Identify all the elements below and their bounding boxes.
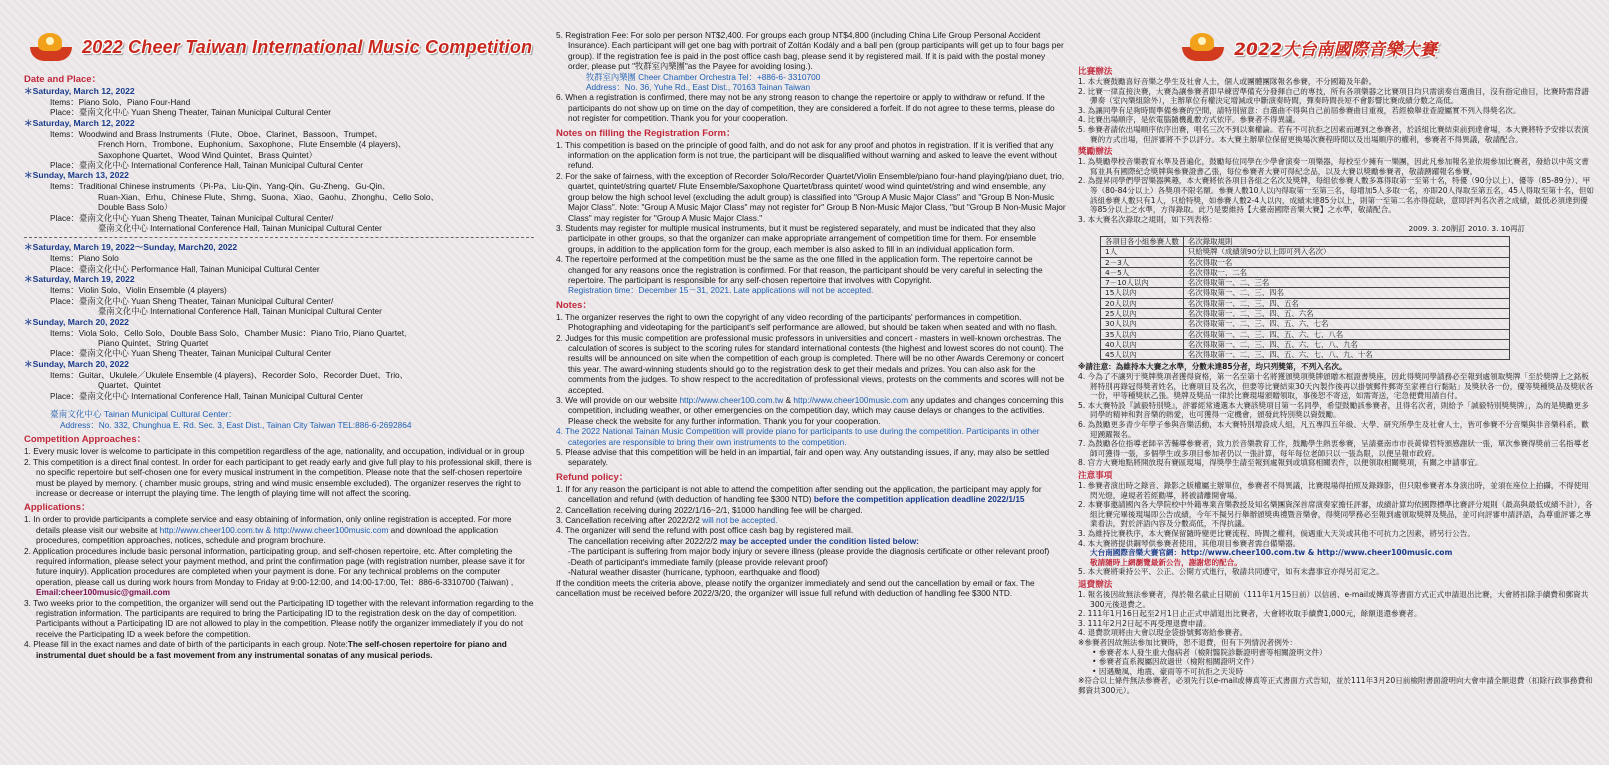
table-row <box>1101 339 1510 349</box>
applications-heading: Applications： <box>24 502 91 514</box>
list-item: 1. 本大賽鼓勵喜好音樂之學生及社會人士，個人或團體團隊報名參賽，不分國籍及年齡。 <box>1078 77 1377 86</box>
bullet-icon: • <box>1092 647 1099 657</box>
table-cell: 7－10人以內 <box>1101 278 1184 288</box>
english-title: 2022 Cheer Taiwan International Music Competition <box>82 36 533 57</box>
schedule-items-cont: Ruan-Xian、Erhu、Chinese Flute、Shrng、Suona、Xiao、Gaohu、Zhonghu、Cello Solo、 <box>98 191 439 202</box>
refund-item-2: 2. Cancellation receiving during 2022/1/16~2/1, $1000 handling fee will be charged. <box>556 504 863 515</box>
schedule-items-cont: Saxophone Quartet、Wood Wind Quintet、Brass Quintet） <box>98 149 317 160</box>
table-cell: 35人以內 <box>1101 329 1184 339</box>
schedule-items-cont: Quartet、Quintet <box>98 380 161 391</box>
website-link[interactable]: http://www.cheer100.com.tw & <box>159 524 272 535</box>
table-row <box>1101 308 1510 318</box>
schedule-items-cont: Double Bass Solo） <box>98 202 173 213</box>
bullet-icon: • <box>1092 657 1099 667</box>
schedule-date: ＊Saturday, March 19, 2022～Sunday, March20, 2022 <box>24 242 238 253</box>
bullet-icon: • <box>1092 666 1099 676</box>
awards-list <box>1078 157 1595 224</box>
schedule-items: Items：Piano Solo <box>50 253 119 264</box>
rules-list <box>1078 77 1595 144</box>
award-rules-table <box>1100 236 1510 361</box>
website-link[interactable]: http://www.cheer100music.com <box>273 524 389 535</box>
table-cell: 只給獎牌（成績須90分以上即可列入名次） <box>1183 247 1509 257</box>
notes-list-zh <box>1078 481 1595 548</box>
schedule-place: Place：臺南文化中心 Yuan Sheng Theater, Tainan Municipal Cultural Center/ <box>50 212 334 223</box>
schedule-date: ＊Sunday, March 13, 2022 <box>24 170 129 181</box>
list-item: 3. 本大賽名次錄取之規則，如下列表格： <box>1078 214 1217 224</box>
list-item: 5. 參賽者請依出場順序依序出賽，唱名三次不到以棄權論。若有不可抗拒之因素而遲到之參賽者，於該組比賽結束前到達會場，本大賽將特予安排以表演賽的方式出場，但評審將不予以評分。本大賽主辦單位保留更換場次賽程時間以及出場順序的權利，參賽者不得異議，敬請配合。 <box>1078 124 1589 144</box>
table-row <box>1101 329 1510 339</box>
list-item: 4. 今為了不讓列于獎牌獎項者獲得資格，第一名至第十名將獲頒獎項獎牌頒贈木框證書獎座，因此得獎同學請務必至報到處領取獎牌「至於獎牌上之銘板將特別再錄冠得獎者姓名，比賽項目及名次，但要等比賽結束30天內製作後再以掛號郵件郵寄至家裡自行黏貼」及獎狀各一份，優等獎種獎品及獎狀各一份，甲等種獎狀乙張。獎牌及獎品一律於比賽現場頒贈領取，事後恕不寄送，如需寄送，宅急便費用請自付。 <box>1078 372 1594 401</box>
table-row <box>1101 257 1510 267</box>
refund-condition-zh <box>1078 667 1595 677</box>
list-item: 1. 參賽者演出時之錄音、錄影之版權屬主辦單位，參賽者不得異議，比賽現場得拍照及錄錄影，但只限參賽者本身演出時，並須在座位上拍攝，不得使用閃光燈，違規者若經勸導，將被請離開會場。 <box>1078 481 1589 500</box>
payee-name: 牧群室內樂團 Cheer Chamber Orchestra Tel：+886-6- 3310700 <box>586 71 821 82</box>
note-item: 2. Judges for this music competition are professional music professors in universities and concert - masters in well-known orchestras. The calculation of scores is subject to the scoring rules for standard international contests (the highest and lowest scores do not count). The results will be announced on site when the competition of each group is completed. There will be no other Awards Ceremony or concert this year. The award-winning students should go to the registration desk to get their medals and prizes. You can also ask for the comments from the judges. To show respect to the accreditation of professional views, protests on the comments and scores will not be accepted. <box>556 332 1065 395</box>
table-row <box>1101 247 1510 257</box>
refund-condition-text: 因遇颱風、地震、豪雨等不可抗拒之天災時 <box>1098 666 1244 676</box>
website-line-zh[interactable]: 大台南國際音樂大賽官網：http://www.cheer100.com.tw & http://www.cheer100music.com <box>1090 548 1453 558</box>
table-row <box>1101 278 1510 288</box>
table-cell: 名次得取第一、二、三、四、五、六、七名 <box>1183 319 1509 329</box>
schedule-date: ＊Saturday, March 12, 2022 <box>24 117 135 128</box>
table-cell: 各項目各小組參賽人數 <box>1101 236 1184 246</box>
refund-condition-text: 參賽者直系親屬因故過世（檢附相關證明文件） <box>1098 657 1259 667</box>
note-item-3: 3. We will provide on our website http://www.cheer100.com.tw & http://www.cheer100music.com any updates and changes concerning this competition, including weather, or other emergencies on the competition day, which may cause delays or changes to the activities. Please check the website for any further information. Thank you for your cooperation. <box>556 395 1064 426</box>
notes-list-zh-2 <box>1078 567 1595 577</box>
list-item: 3. 為讓同學有足夠時間準備參賽的空間，請特別留意：自選曲不得與自己前屆參賽曲目重複，若經檢舉並查證屬實不列入得獎名次。 <box>1078 105 1521 115</box>
refund-conditions-zh <box>1078 648 1595 677</box>
note-item-4: 4. The 2022 National Tainan Music Competition will provide piano for participants to use during the competition. Participants in other categories are responsible to bring their own instruments to the competition. <box>556 426 1040 447</box>
table-cell: 名次得取第一、二、三、四、五、六名 <box>1183 308 1509 318</box>
table-cell: 25人以內 <box>1101 308 1184 318</box>
refund-item-1: 1. If for any reason the participant is not able to attend the competition after sending out the application, the participant may apply for cancellation and refund (with deduction of handling fee $300 NTD) before the competition application deadline 2022/1/15 <box>556 483 1042 505</box>
refund-final: If the condition meets the criteria above, please notify the organizer immediately and send out the cancellation by email or fax. The cancellation must be received before 2022/3/20, the organizer will issue full refund with deduction of handling fee $300 NTD. <box>556 577 1035 598</box>
schedule-items-cont: French Horn、Trombone、Euphonium、Saxophone、Flute Ensemble (4 players)、 <box>98 139 407 150</box>
table-row <box>1101 319 1510 329</box>
schedule-place: Place：臺南文化中心 Yuan Sheng Theater, Tainan Municipal Cultural Center/ <box>50 295 334 306</box>
schedule-block-2 <box>24 242 534 400</box>
english-left-column <box>0 0 548 765</box>
form-note: 1. This competition is based on the principle of good faith, and do not ask for any proof and photos in registration. If it is verified that any information on the application form is not true, the participant will be disqualified without warning and asked to leave the event without refund. <box>556 139 1057 171</box>
table-cell: 20人以內 <box>1101 298 1184 308</box>
divider <box>24 237 534 238</box>
list-item: 5. 本大賽特設『誠毅特別獎』，評審經常遴選本大賽該獎項目第一名同學，希望鼓勵該參賽者，且得名次者，則給予「誠毅特別獎獎牌」，為的是獎勵更多同學的精神和對音樂的熱愛，也可獲得一定機會，頒發此特別獎以資鼓勵。 <box>1078 400 1589 420</box>
application-item-6: 6. When a registration is confirmed, there may not be any strong reason to change the repertoire or apply to withdraw or refund. If the participants do not show up on time on the day of competition, they are considered a forfeit. If do not agree to these terms, please do not register for competition. Thank you for your cooperation. <box>556 92 1055 124</box>
email-link[interactable]: Email:cheer100music@gmail.com <box>36 587 170 598</box>
refund-condition: -Death of participant's immediate family (please provide relevant proof) <box>568 556 828 567</box>
application-item-5: 5. Registration Fee: For solo per person NT$2,400. For groups each group NT$4,800 (including China Life Group Personal Accident Insurance). Each participant will get one bag with portrait of Zoltán Kodály and a ball pen (group participants will get up to four bags per group). If the registration fee is paid in the post office cash bag, please send it by registered mail. If it is paid with the postal money order, please put "牧群室內樂團"as the Payee for avoiding losing.). <box>556 30 1064 72</box>
table-date-note: 2009. 3. 20制訂 2010. 3. 10再訂 <box>1408 224 1525 234</box>
table-cell: 15人以內 <box>1101 288 1184 298</box>
registration-time: Registration time：December 15－31, 2021. Late applications will not be accepted. <box>568 285 874 296</box>
schedule-block-1 <box>24 86 534 233</box>
form-note: 4. The repertoire performed at the competition must be the same as the one filled in the application form. The repertoire cannot be changed for any reasons once the registration is confirmed. For that reason, the participant should be very careful in selecting the repertoire. The participant is responsible for any self-chosen repertoire that involves with Copyright. <box>556 254 1043 285</box>
chinese-right-column <box>1076 0 1609 765</box>
table-cell: 1人 <box>1101 247 1184 257</box>
table-row <box>1101 288 1510 298</box>
schedule-date: ＊Sunday, March 20, 2022 <box>24 358 129 369</box>
schedule-items: Items：Woodwind and Brass Instruments（Flute、Oboe、Clarinet、Bassoon、Trumpet、 <box>50 128 383 139</box>
schedule-date: ＊Sunday, March 20, 2022 <box>24 316 129 327</box>
list-item: 4. 本大賽將提供鋼琴供參賽者使用，其他項目參賽者需自備樂器。 <box>1078 538 1301 548</box>
schedule-items: Items：Traditional Chinese instruments（Pi-Pa、Liu-Qin、Yang-Qin、Gu-Zheng、Gu-Qin、 <box>50 181 391 192</box>
refund-heading-zh: 退費辦法 <box>1078 578 1113 589</box>
table-cell: 名次得取一名 <box>1183 257 1509 267</box>
refund-exception-zh: ※參賽者因故無法參加比賽時，恕不退費，但有下列情況者例外： <box>1078 637 1297 647</box>
list-item: 2. 本賽事邀請國內各大學院校中外籍專業音樂教授及知名樂團資深首席演奏家擔任評審，成績計算均依國際標準比賽評分規則（最高與最低成績不計），各組比賽完畢後現場即公告成績，今年不擬另行舉辦頒獎典禮暨音樂會，得獎同學務必至報到處領取獎牌及獎品，並可向評審申請評語，為尊重評審之專業看法，對於評語內容及分數高低，不得抗議。 <box>1078 500 1593 529</box>
table-row <box>1101 236 1510 246</box>
table-cell: 2－3人 <box>1101 257 1184 267</box>
award-heading: 獎勵辦法 <box>1078 146 1113 157</box>
schedule-items-cont: Piano Quintet、String Quartet <box>98 337 209 348</box>
approach-item: 1. Every music lover is welcome to participate in this competition regardless of the age, nationality, and occupation, individual or in group <box>24 446 525 457</box>
refund-condition-intro: The cancellation receiving after 2022/2/2 may be accepted under the condition listed below: <box>568 535 919 546</box>
website-link[interactable]: http://www.cheer100.com.tw <box>679 395 784 405</box>
list-item: 4. 比賽出場順序，是依電腦隨機亂數方式依序。參賽者不得異議。 <box>1078 115 1301 125</box>
form-note: 3. Students may register for multiple musical instruments, but it must be registered separately, and must be indicated that they also participate in other groups, so that the organizer can make appropriate arrangement of competition time for them. For ensemble groups, in addition to the application form for the group, each member is also asked to fill in an individual application form. <box>556 222 1037 254</box>
schedule-place: Place：臺南文化中心 Yuan Sheng Theater, Tainan Municipal Cultural Center <box>50 107 332 118</box>
approach-item: 2. This competition is a direct final contest. In order for each participant to get ready early and give full play to his professional skill, there is no specific repertoire but self-chosen one for every musical instrument in the competition. Please note that the self-chosen repertoire must be played by memory. ( chamber music groups, string and wind music ensemble excluded). The organizer reserves the right to increase or decrease or interrupt the playing time. The length of playing time will not affect the scoring. <box>24 456 532 498</box>
schedule-place: Place：臺南文化中心 International Conference Hall, Tainan Municipal Cultural Center <box>50 160 363 171</box>
refund-condition-zh <box>1078 648 1595 658</box>
refund-heading: Refund policy： <box>556 471 629 483</box>
notes-heading-zh: 注意事項 <box>1078 470 1113 480</box>
schedule-place: Place：臺南文化中心 Yuan Sheng Theater, Tainan Municipal Cultural Center <box>50 348 332 359</box>
schedule-date: ＊Saturday, March 12, 2022 <box>24 86 135 96</box>
refund-item-4: 4. The organizer will send the refund with post office cash bag by registered mail. <box>556 525 854 536</box>
form-notes-heading: Notes on filling the Registration Form： <box>556 127 736 139</box>
table-footnote: ※請注意：為維持本大賽之水準，分數未達85分者，均只列獎第，不列入名次。 <box>1078 362 1347 372</box>
awards-list-2 <box>1078 372 1595 468</box>
application-item-3: 3. Two weeks prior to the competition, the organizer will send out the Participating ID together with the relevant information regarding to the registration information. The participants are required to bring the Participating ID to the registration desk on the day of competition. Participants without a Participating ID are not allowed to play in the competition. Please notify the organizer immediately if you do not receive the Participating ID a week before the competition. <box>24 597 534 639</box>
application-item-2: 2. Application procedures include basic personal information, participating group, and self-chosen repertoire, etc. After completing the required information, please select your payment method, and print the confirmation page (with registration number, please save it for future inquiry). Application procedures are completed when your payment is done. For any technical problems on the computer operation, please call us during work hours from Monday to Friday at 9:00-12:00, and 14:00-17:00, Tel：886-6-3310700 (Taiwan) , Email:cheer100music@gmail.com <box>24 545 525 598</box>
schedule-items: Items：Guitar、Ukulele／Ukulele Ensemble (4 players)、Recorder Solo、Recorder Duet、Trio、 <box>50 369 408 380</box>
list-item: 2. 為提昇同學們學習樂器興趣，本大賽將依各項目各組之名次及獎牌，每組依參賽人數多寡得取第一至第十名，特優（90分以上）、優等（85-89分）、甲等（80-84分以上）各獎項不限名額。參賽人數10人以內得取第一至第三名，每增加5人多取一名，亦即20人得取至第五名，45人得取至第十名，但如該組參賽人數只有1人，只給特獎，如參賽人數2-4人以內，成績未達85分以上，則第一至第二名亦得從缺，意即評判名次者之成績，最低必須達到優等85分以上之水準，方得錄取。此乃是要維持【大臺南國際音樂大賽】之水準，敬請配合。 <box>1078 176 1594 215</box>
table-row <box>1101 298 1510 308</box>
refund-list-zh <box>1078 590 1595 638</box>
table-cell: 名次得取第一、二、三、四、五、六、七、八名 <box>1183 329 1509 339</box>
application-item-4: 4. Please fill in the exact names and date of birth of the participants in each group. Note:The self-chosen repertoire for piano and instrumental duet should be a fast movement from any instrumental sonatas of any musical periods. <box>24 639 507 660</box>
refund-condition: -The participant is suffering from major body injury or severe illness (please provide the diagnosis certificate or other relevant proof) <box>568 546 1050 557</box>
list-item: 5. 本大賽將秉持公平、公正、公開方式進行，敬請共同遵守，如有未盡事宜亦得另訂定之。 <box>1078 567 1384 577</box>
website-link[interactable]: http://www.cheer100music.com <box>793 395 909 405</box>
chinese-title: 2022大台南國際音樂大賽 <box>1234 39 1437 60</box>
refund-condition-text: 參賽者本人發生重大傷病者（檢附醫院診斷證明書等相關證明文件） <box>1098 647 1327 657</box>
schedule-items: Items：Violin Solo、Violin Ensemble (4 players) <box>50 285 227 296</box>
form-note: 2. For the sake of fairness, with the exception of Recorder Solo/Recorder Quartet/Violin Ensemble/piano four-hand playing/piano duet, trio, quartet, quintet/string quartet/ Flute Ensemble/Saxophone Quartet/brass quintet/ wood wind quintet/string and wind ensemble, any group below the high school level (excluding the adult group) is classified into "Group A Music Major Class" and "Group B Non-Music Major Class". Note: "Group A Music Major Class" may not register for" Group B Non-Music Major Class, "but "Group B Non-Music Major Class" may register for "Group A Music Major Class." <box>556 170 1066 223</box>
rules-heading: 比賽辦法 <box>1078 66 1113 76</box>
refund-final-zh: ※符合以上條件無法參賽者，必須先行以e-mail或傳真等正式書面方式告知，並於111年3月20日前檢附書面證明向大會申請全額退費（扣除行政事務費和郵資共300元）。 <box>1078 676 1593 695</box>
venue-address: Address：No. 332, Chunghua E. Rd. Sec. 3, East Dist., Tainan City Taiwan TEL:886-6-2692864 <box>60 419 412 430</box>
table-cell: 45人以內 <box>1101 350 1184 360</box>
schedule-items: Items：Viola Solo、Cello Solo、Double Bass Solo、Chamber Music：Piano Trio, Piano Quartet, <box>50 327 407 338</box>
date-place-heading: Date and Place： <box>24 74 102 85</box>
schedule-place: 臺南文化中心 International Conference Hall, Tainan Municipal Cultural Center <box>98 223 382 234</box>
table-cell: 名次得取第一、二、三、四、五、六、七、八、九名 <box>1183 339 1509 349</box>
note-item-5: 5. Please advise that this competition will be held in an impartial, fair and open way. Any outstanding issues, if any, may also be settled separately. <box>556 447 1050 468</box>
list-item: 2. 比賽一律直接決賽，大賽為讓參賽者即早練習準備充分發揮自己的專技，所有各項樂器之比賽項目均只需演奏自選曲目，沒有指定曲目，比賽時需背譜彈奏（室內樂組除外），主辦單位有權決定增減或中斷演奏時間，彈奏時間長短不會影響比賽成績分數之高低。 <box>1078 86 1589 106</box>
list-item: 7. 為鼓勵各位指導老師辛苦輔導參賽者，致力於音樂教育工作，鼓勵學生熱衷參賽，呈請臺南市市長黃偉哲特頒感謝狀一張，單次參賽得獎前三名指導老師可獲得一張，多個學生或多項目參加者仍以一張計算，每年每位老師只以一張為限，以便呈報市政府。 <box>1078 439 1589 458</box>
table-cell: 名次得取第一、二、三、四名 <box>1183 288 1509 298</box>
schedule-place: Place：臺南文化中心 Performance Hall, Tainan Municipal Cultural Center <box>50 263 320 274</box>
list-item: 1. 報名後因故無法參賽者，得於報名截止日期前（111年1月15日前）以信函、e-mail或傳真等書面方式正式申請退出比賽，大會將扣除手續費和郵資共300元後退費之。 <box>1078 589 1589 609</box>
schedule-place: 臺南文化中心 International Conference Hall, Tainan Municipal Cultural Center <box>98 306 382 317</box>
venue-name: 臺南文化中心 Tainan Municipal Cultural Center： <box>50 408 237 419</box>
list-item: 4. 退費款項將由大會以現金袋掛號郵寄給參賽者。 <box>1078 628 1248 638</box>
table-cell: 名次得取第一、二、三、四、五、六、七、八、九、十名 <box>1183 350 1509 360</box>
application-item-1: 1. In order to provide participants a complete service and easy obtaining of information, only online registration is accepted. For more details please visit our website at http://www.cheer100.com.tw & http://www.cheer100music.com and download the application procedures, competition approaches, notices, schedule and program brochure. <box>24 514 512 546</box>
table-cell: 40人以內 <box>1101 339 1184 349</box>
table-row <box>1101 267 1510 277</box>
refund-item-3: 3. Cancellation receiving after 2022/2/2 will not be accepted. <box>556 515 778 526</box>
approaches-heading: Competition Approaches： <box>24 434 147 446</box>
table-cell: 名次得取一、二名 <box>1183 267 1509 277</box>
table-cell: 名次錄取規則 <box>1183 236 1509 246</box>
table-cell: 名次得取第一、二、三、四、五名 <box>1183 298 1509 308</box>
note-item: 1. The organizer reserves the right to own the copyright of any video recording of the participants' performances in competition. Photographing and videotaping for the participant's self performance are allowed, but should be taken when seated and with no flash. <box>556 311 1058 333</box>
table-row <box>1101 350 1510 360</box>
schedule-place: Place：臺南文化中心 International Conference Hall, Tainan Municipal Cultural Center <box>50 390 363 401</box>
refund-condition: -Natural weather disaster (hurricane, typhoon, earthquake and flood) <box>568 567 820 578</box>
list-item: 3. 111年2月2日起不再受理退費申請。 <box>1078 618 1211 628</box>
list-item: 3. 為維持比賽秩序，本大賽保留隨時變更比賽流程、時間之權利，倘遇重大天災或其他不可抗力之因素，將另行公告。 <box>1078 528 1475 538</box>
list-item: 8. 官方大賽地點將開放現有賽區現場，得獎學生請至報到處報到或填寫相關表件，以便領取相關獎項，有關之申請事宜。 <box>1078 458 1483 468</box>
list-item: 2. 111年1月16日起至2月1日止正式申請退出比賽者，大會將收取手續費1,000元，餘額退還參賽者。 <box>1078 609 1422 619</box>
list-item: 1. 為獎勵學校音樂教育水準及普遍化，鼓勵每位同學在少學會演奏一項樂器，每校至少擁有一樂團，因此凡參加報名並依規參加比賽者，發給以中英文書寫並具有國際紀念獎牌與參賽證書乙張，每位參賽者大賽可得紀念品，以及大賽以獎勵參賽者，敬請踴躍報名參賽。 <box>1078 157 1589 176</box>
table-cell: 30人以內 <box>1101 319 1184 329</box>
english-middle-column <box>552 0 1072 765</box>
refund-condition-zh <box>1078 657 1595 667</box>
notes-heading: Notes： <box>556 299 592 311</box>
schedule-items: Items：Piano Solo、Piano Four-Hand <box>50 97 191 107</box>
table-cell: 4－5人 <box>1101 267 1184 277</box>
table-cell: 名次得取第一、二、三名 <box>1183 278 1509 288</box>
list-item: 6. 為鼓勵更多青少年學子參與音樂活動，本大賽特別增設成人組，凡五專四五年級、大學、研究所學生及社會人士，皆可參賽不分音樂與非音樂科系，歡迎踴躍報名。 <box>1078 420 1589 439</box>
website-note-zh: 敬請隨時上網瀏覽最新公告，謝謝您的配合。 <box>1090 557 1242 567</box>
payee-address: Address：No. 36, Yuhe Rd., East Dist., 70163 Tainan Taiwan <box>586 82 811 93</box>
schedule-date: ＊Saturday, March 19, 2022 <box>24 274 135 285</box>
